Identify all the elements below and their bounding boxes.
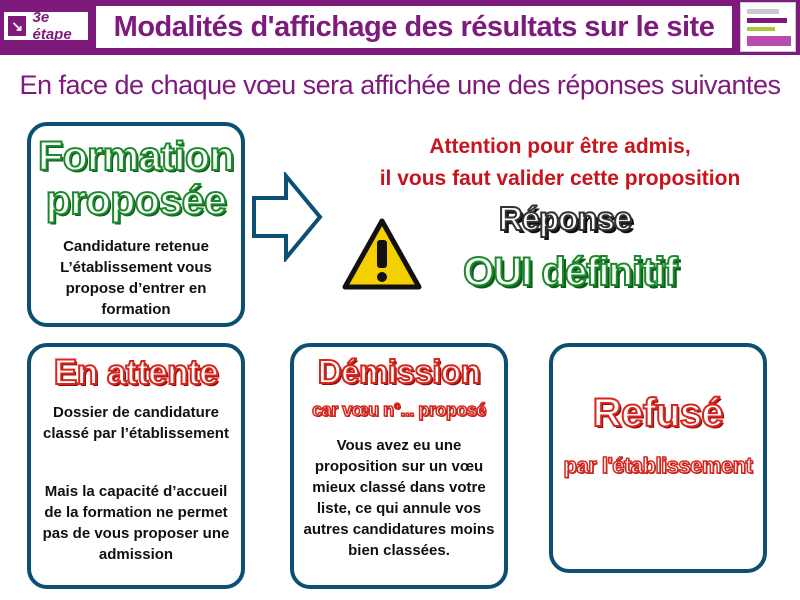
- response-label: Réponse: [498, 200, 632, 237]
- formation-title-line2: proposée: [45, 177, 227, 223]
- refuse-subtitle: par l'établissement: [563, 453, 753, 478]
- formation-title-line1: Formation: [38, 133, 234, 179]
- attente-description2: Mais la capacité d’accueil de la formation ne permet pas de vous proposer une admission: [42, 483, 230, 563]
- demission-description: Vous avez eu une proposition sur un vœu mieux classé dans votre liste, ce qui annule vos autres candidatures moins bien classées.: [303, 437, 495, 559]
- attente-title: En attente: [53, 353, 219, 392]
- step-label: 3e étape: [32, 9, 72, 43]
- page-subtitle: En face de chaque vœu sera affichée une des réponses suivantes: [19, 70, 781, 100]
- validation-notice: [345, 131, 775, 195]
- notice-line1: Attention pour être admis,: [429, 135, 691, 158]
- demission-subtitle: car vœu n°... proposé: [312, 400, 486, 420]
- arrow-icon: ↘: [8, 16, 26, 36]
- card-demission: [290, 343, 508, 589]
- thumbnail-image: [740, 2, 796, 52]
- page-title: Modalités d'affichage des résultats sur le site: [96, 6, 732, 48]
- warning-icon: [342, 218, 422, 290]
- formation-description: Candidature retenue L’établissement vous propose d’entrer en formation: [60, 238, 212, 318]
- response-value: OUI définitif: [463, 250, 677, 294]
- header-bar: [0, 0, 800, 55]
- demission-title: Démission: [317, 353, 481, 390]
- refuse-title: Refusé: [592, 391, 724, 435]
- card-formation-proposee: [27, 122, 245, 327]
- notice-line2: il vous faut valider cette proposition: [379, 167, 741, 190]
- step-badge: [4, 9, 88, 43]
- card-refuse: [549, 343, 767, 573]
- card-en-attente: [27, 343, 245, 589]
- right-arrow-icon: [250, 172, 324, 262]
- attente-description1: Dossier de candidature classé par l’établissement: [43, 404, 229, 442]
